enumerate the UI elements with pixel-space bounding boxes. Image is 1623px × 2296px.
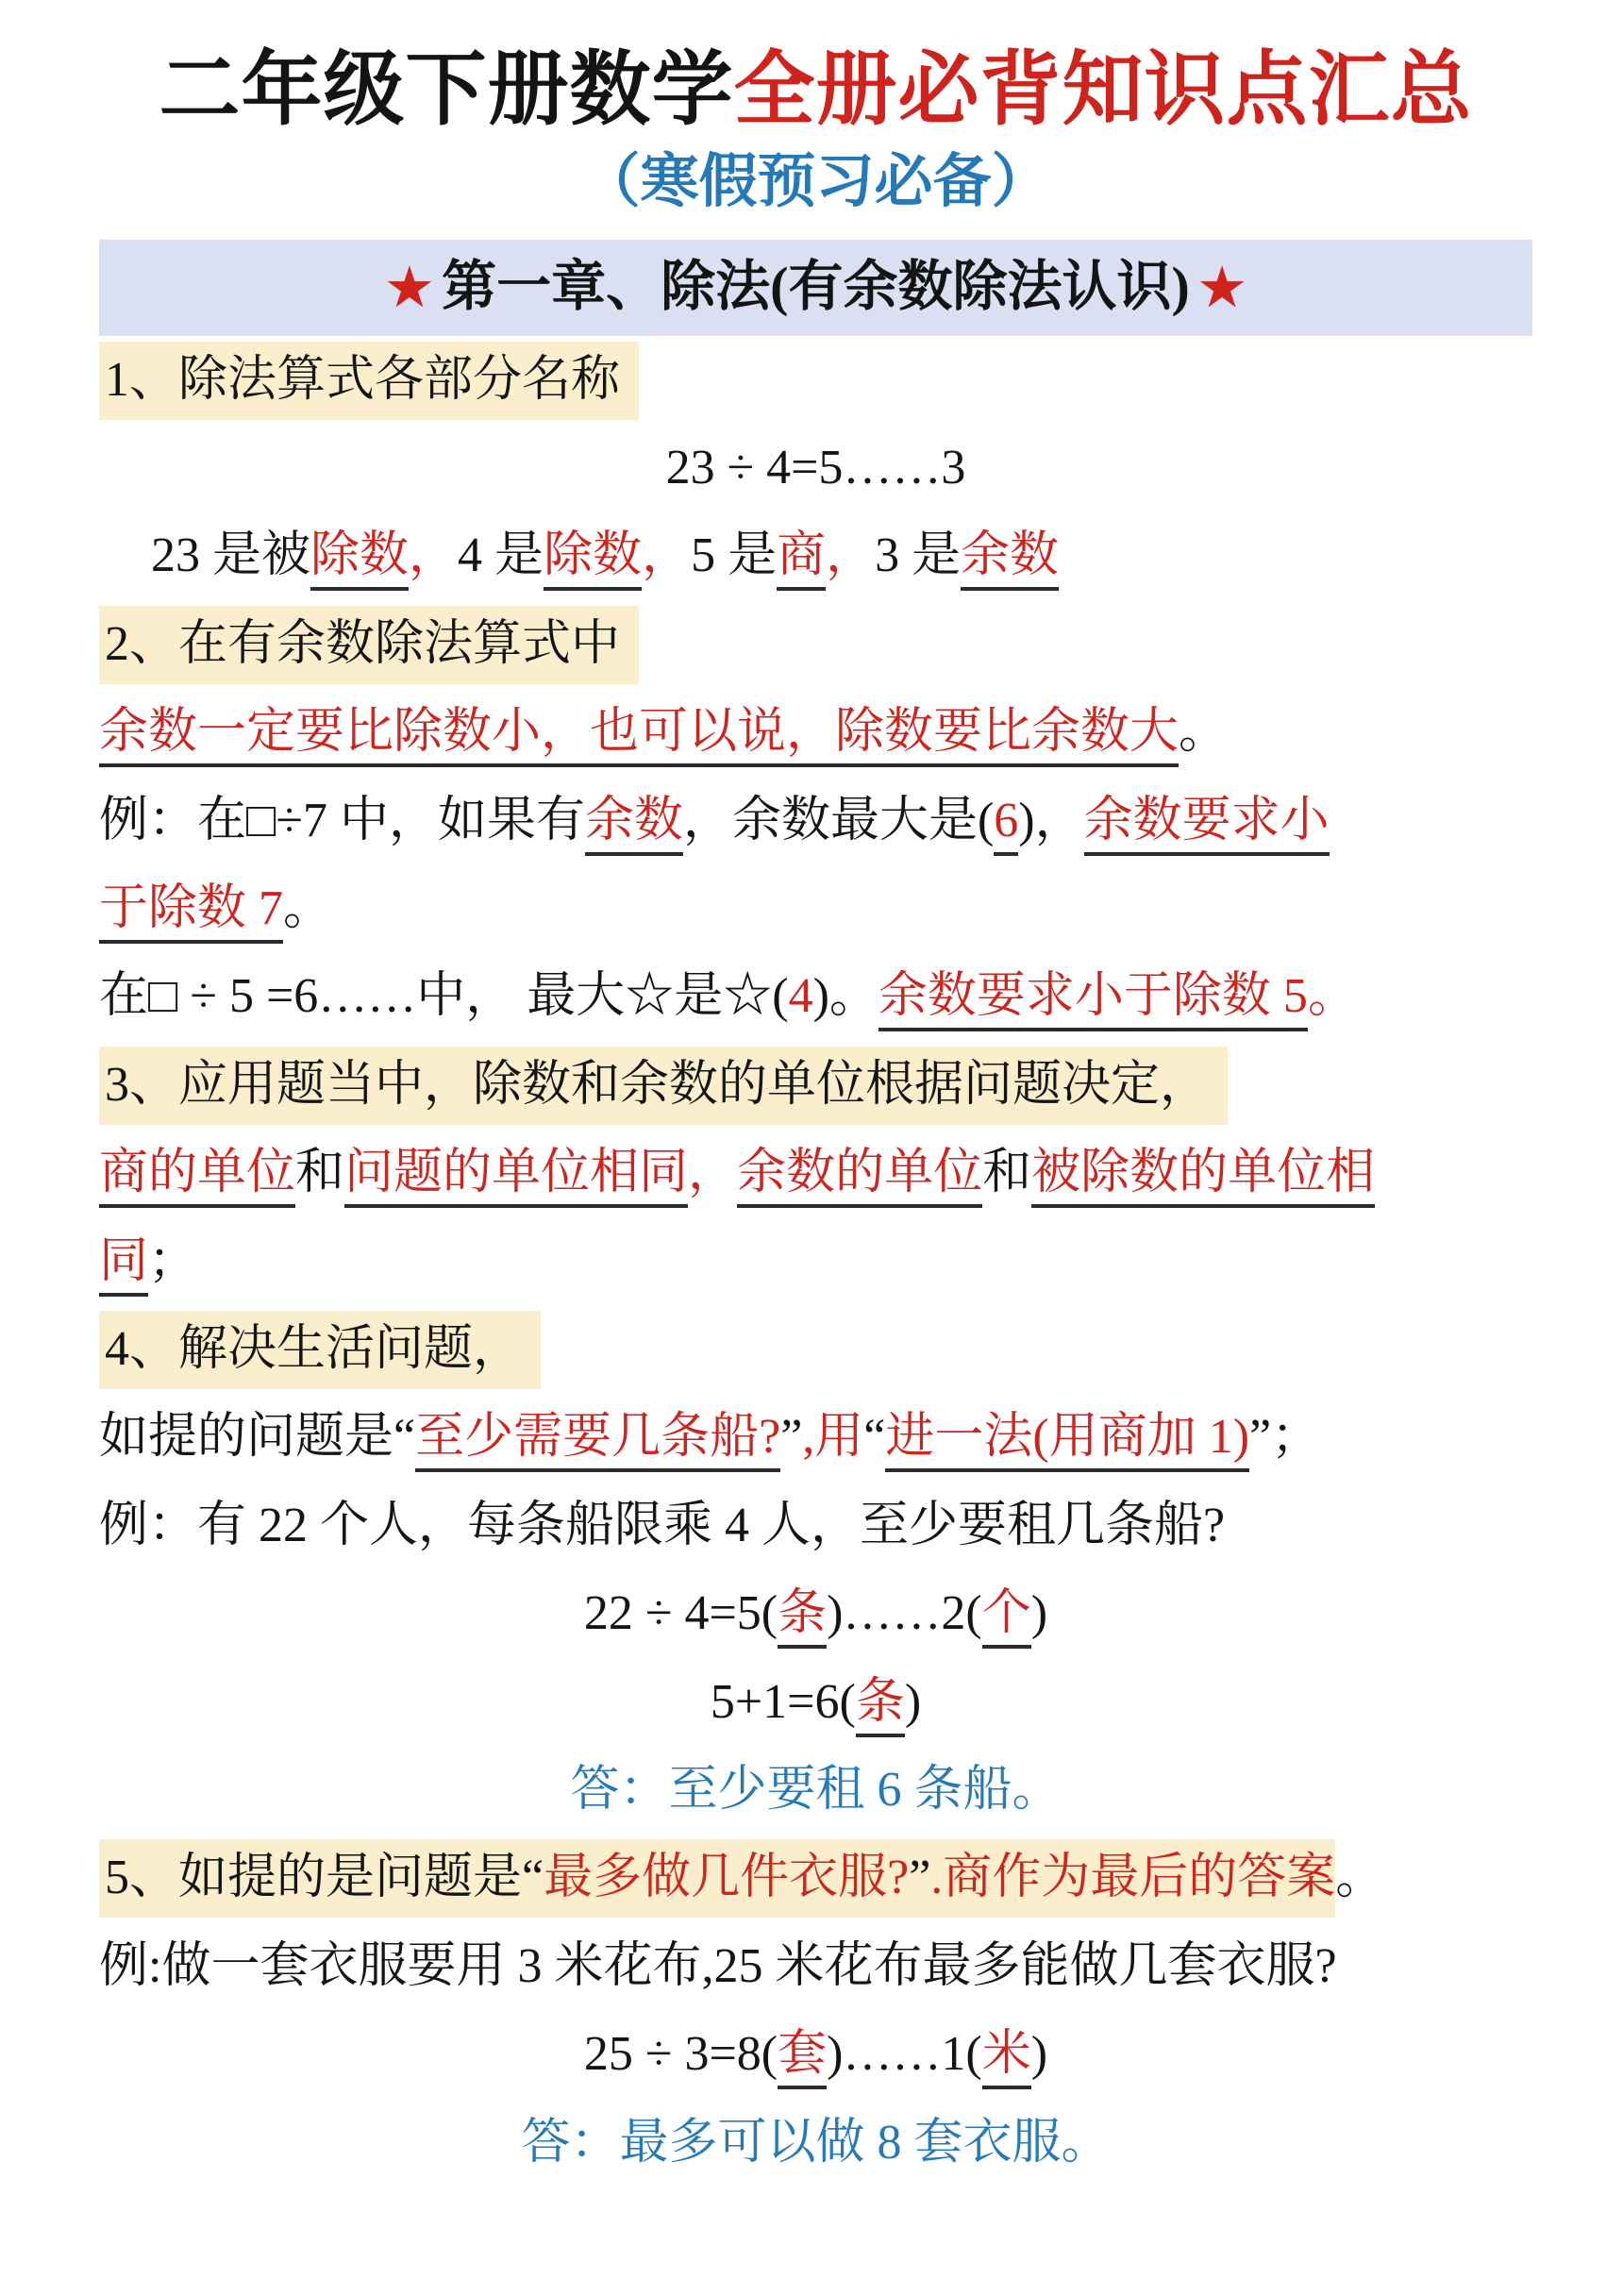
point-5-heading-segment: 最多做几件衣服? bbox=[544, 1839, 909, 1918]
formula-boats-plus-one-line bbox=[99, 1673, 1532, 1732]
example-divide-7-line-segment: 余数要求小 bbox=[1084, 794, 1330, 856]
example-boats-line-segment: 例：有 22 个人，每条船限乘 4 人，至少要租几条船? bbox=[99, 1498, 1226, 1552]
remainder-rule-line-segment: 。 bbox=[1179, 705, 1229, 760]
example-clothes-line bbox=[99, 1937, 1532, 1996]
formula-boats-line-segment: 22 ÷ 4=5( bbox=[583, 1586, 778, 1641]
formula-boats-plus-one-line-segment: 5+1=6( bbox=[710, 1674, 856, 1729]
remainder-rule-line-segment: 余数一定要比除数小，也可以说，除数要比余数大 bbox=[99, 705, 1179, 767]
unit-rule-line bbox=[99, 1144, 1532, 1202]
unit-rule-line-segment: 余数的单位 bbox=[737, 1146, 982, 1208]
example-divide-7-continuation-segment: 于除数 7 bbox=[99, 881, 283, 944]
remainder-rule-line bbox=[99, 703, 1532, 762]
point-5-heading-segment: 5、如提的是问题是“ bbox=[99, 1839, 544, 1918]
parts-naming-line-segment: 商 bbox=[777, 528, 826, 591]
formula-clothes-line-segment: 25 ÷ 3=8( bbox=[583, 2027, 778, 2082]
round-up-rule-line-segment: “ bbox=[863, 1410, 886, 1465]
example-boats-line bbox=[99, 1497, 1532, 1555]
parts-naming-line-segment: 除数 bbox=[544, 528, 642, 591]
star-icon: ★ bbox=[1198, 259, 1246, 316]
point-5-heading-segment: ” bbox=[909, 1839, 930, 1918]
unit-rule-line-segment: 问题的单位相同 bbox=[344, 1146, 688, 1208]
formula-clothes-line-segment: )……1( bbox=[827, 2027, 982, 2082]
formula-clothes-line-segment: ) bbox=[1030, 2027, 1048, 2082]
formula-boats-line-segment: )……2( bbox=[827, 1586, 982, 1641]
parts-naming-line-segment: 除数 bbox=[310, 528, 409, 591]
star-icon: ★ bbox=[386, 259, 433, 316]
parts-naming-line-segment: 余数 bbox=[961, 528, 1059, 591]
point-3-heading-segment: 3、应用题当中，除数和余数的单位根据问题决定， bbox=[99, 1047, 1228, 1125]
point-4-heading-segment: 4、解决生活问题， bbox=[99, 1311, 541, 1389]
example-divide-7-line-segment: 余数 bbox=[585, 794, 683, 856]
formula-boats-plus-one-line-segment: 条 bbox=[856, 1675, 905, 1737]
round-up-rule-line-segment: ,用 bbox=[802, 1410, 864, 1465]
page-title-black-part: 二年级下册数学 bbox=[159, 44, 734, 135]
example-divide-7-line-segment: ，余数最大是( bbox=[682, 793, 995, 847]
chapter-title: 第一章、除法(有余数除法认识) bbox=[442, 255, 1190, 317]
point-4-heading bbox=[99, 1320, 1532, 1379]
unit-rule-line-segment: 商的单位 bbox=[99, 1146, 295, 1208]
example-divide-7-line-segment: 6 bbox=[994, 794, 1018, 856]
round-up-rule-line bbox=[99, 1408, 1532, 1466]
formula-boats-line-segment: 条 bbox=[778, 1586, 827, 1649]
answer-clothes-line bbox=[99, 2114, 1532, 2172]
point-5-heading-segment: 。 bbox=[1335, 1851, 1385, 1905]
page-subtitle: （寒假预习必备） bbox=[581, 149, 1050, 214]
parts-naming-line-segment: ， bbox=[642, 528, 692, 583]
unit-rule-line-segment: ， bbox=[688, 1146, 738, 1200]
page-title-red-part: 全册必背知识点汇总 bbox=[733, 44, 1473, 135]
unit-rule-line-segment: 被除数的单位相 bbox=[1031, 1146, 1375, 1208]
page-title bbox=[99, 40, 1532, 142]
formula-boats-line bbox=[99, 1584, 1532, 1643]
formula-boats-plus-one-line-segment: ) bbox=[904, 1674, 922, 1729]
parts-naming-line bbox=[99, 527, 1532, 585]
formula-division-example bbox=[99, 439, 1532, 497]
parts-naming-line-segment: ， bbox=[826, 528, 876, 583]
parts-naming-line-segment: ， bbox=[409, 528, 459, 583]
parts-naming-line-segment: 3 是 bbox=[875, 528, 962, 583]
round-up-rule-line-segment: ” bbox=[780, 1410, 803, 1465]
chapter-header bbox=[99, 240, 1532, 336]
example-divide-5-line-segment: 。 bbox=[1307, 969, 1357, 1024]
answer-boats-line-segment: 答：至少要租 6 条船。 bbox=[570, 1762, 1062, 1817]
point-1-heading bbox=[99, 351, 1532, 410]
round-up-rule-line-segment: 如提的问题是“ bbox=[99, 1410, 416, 1465]
example-divide-7-line bbox=[99, 792, 1532, 850]
example-divide-5-line-segment: 4 bbox=[788, 969, 813, 1024]
round-up-rule-line-segment: 至少需要几条船? bbox=[415, 1410, 780, 1472]
round-up-rule-line-segment: ； bbox=[1271, 1410, 1321, 1465]
example-divide-5-line-segment: 在□ ÷ 5 =6……中， 最大☆是☆( bbox=[99, 969, 789, 1024]
unit-rule-line-segment: 和 bbox=[982, 1146, 1032, 1200]
point-5-heading bbox=[99, 1849, 1532, 1907]
formula-clothes-line-segment: 套 bbox=[778, 2027, 827, 2089]
formula-clothes-line-segment: 米 bbox=[982, 2027, 1031, 2089]
answer-clothes-line-segment: 答：最多可以做 8 套衣服。 bbox=[521, 2115, 1111, 2170]
unit-rule-continuation-segment: 同 bbox=[99, 1234, 148, 1297]
unit-rule-continuation bbox=[99, 1232, 1532, 1291]
parts-naming-line-segment: 23 是被 bbox=[151, 528, 311, 583]
example-clothes-line-segment: 例:做一套衣服要用 3 米花布,25 米花布最多能做几套衣服? bbox=[99, 1938, 1337, 1993]
round-up-rule-line-segment: 进一法(用商加 1) bbox=[885, 1410, 1249, 1472]
parts-naming-line-segment: 4 是 bbox=[458, 528, 544, 583]
example-divide-7-line-segment: 例：在□÷7 中，如果有 bbox=[99, 793, 585, 847]
formula-division-example-segment: 23 ÷ 4=5……3 bbox=[665, 441, 966, 495]
point-2-heading-segment: 2、在有余数除法算式中 bbox=[99, 606, 639, 684]
example-divide-5-line-segment: )。 bbox=[812, 969, 878, 1024]
example-divide-5-line-segment: 余数要求小于除数 5 bbox=[878, 969, 1308, 1031]
content-body bbox=[99, 351, 1532, 2172]
formula-clothes-line bbox=[99, 2025, 1532, 2084]
answer-boats-line bbox=[99, 1761, 1532, 1819]
point-5-heading-segment: .商作为最后的答案 bbox=[930, 1839, 1335, 1918]
formula-boats-line-segment: ) bbox=[1030, 1586, 1048, 1641]
formula-boats-line-segment: 个 bbox=[982, 1586, 1031, 1649]
unit-rule-continuation-segment: ； bbox=[148, 1233, 198, 1288]
parts-naming-line-segment: 5 是 bbox=[691, 528, 778, 583]
unit-rule-line-segment: 和 bbox=[295, 1146, 345, 1200]
example-divide-7-line-segment: )， bbox=[1018, 793, 1084, 847]
example-divide-5-line bbox=[99, 967, 1532, 1026]
example-divide-7-continuation bbox=[99, 880, 1532, 938]
point-2-heading bbox=[99, 615, 1532, 674]
example-divide-7-continuation-segment: 。 bbox=[283, 881, 333, 936]
point-3-heading bbox=[99, 1056, 1532, 1114]
round-up-rule-line-segment: ” bbox=[1249, 1410, 1272, 1465]
point-1-heading-segment: 1、除法算式各部分名称 bbox=[99, 342, 639, 420]
